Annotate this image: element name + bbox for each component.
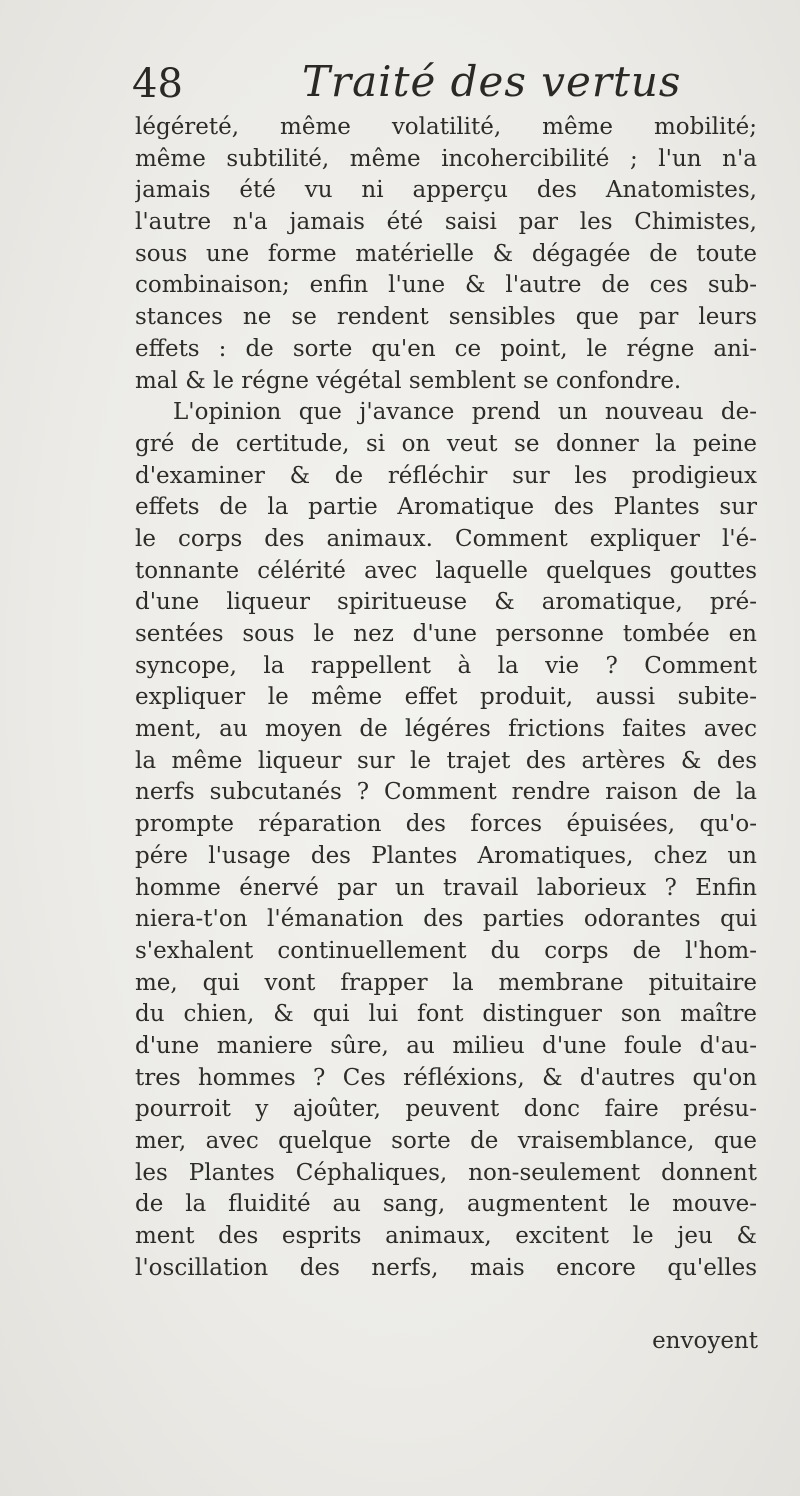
text-line: de la fluidité au sang, augmentent le mouve- — [135, 1191, 757, 1218]
text-line: d'examiner & de réfléchir sur les prodigieux — [135, 462, 757, 489]
text-line: effets de la partie Aromatique des Plantes sur — [135, 494, 757, 521]
text-line: tres hommes ? Ces réfléxions, & d'autres qu'on — [135, 1064, 757, 1091]
page-number: 48 — [132, 61, 183, 107]
text-line: même subtilité, même incohercibilité ; l'un n'a — [135, 145, 757, 172]
text-line: jamais été vu ni apperçu des Anatomistes, — [135, 177, 757, 204]
text-line: du chien, & qui lui font distinguer son maître — [135, 1001, 757, 1028]
text-line: combinaison; enfin l'une & l'autre de ces sub- — [135, 272, 757, 299]
text-line: me, qui vont frapper la membrane pituitaire — [135, 969, 757, 996]
text-line: légéreté, même volatilité, même mobilité; — [135, 114, 757, 140]
running-head: Traité des vertus — [302, 57, 682, 106]
text-line: sous une forme matérielle & dégagée de toute — [135, 240, 757, 267]
text-line: pére l'usage des Plantes Aromatiques, chez un — [135, 842, 757, 869]
text-line: les Plantes Céphaliques, non-seulement donnent — [135, 1159, 757, 1186]
catchword: envoyent — [652, 1328, 758, 1354]
text-line: pourroit y ajoûter, peuvent donc faire présu- — [135, 1096, 757, 1123]
text-line: prompte réparation des forces épuisées, qu'o- — [135, 811, 757, 838]
text-line: L'opinion que j'avance prend un nouveau de- — [173, 399, 757, 426]
text-line: ment des esprits animaux, excitent le jeu & — [135, 1223, 757, 1250]
text-line: effets : de sorte qu'en ce point, le régne ani- — [135, 335, 757, 362]
text-line: stances ne se rendent sensibles que par leurs — [135, 304, 757, 331]
text-line: tonnante célérité avec laquelle quelques gouttes — [135, 557, 757, 584]
text-line: la même liqueur sur le trajet des artères & des — [135, 747, 757, 774]
text-line: d'une maniere sûre, au milieu d'une foule d'au- — [135, 1032, 757, 1059]
text-line: sentées sous le nez d'une personne tombée en — [135, 621, 757, 647]
text-line: s'exhalent continuellement du corps de l'hom- — [135, 937, 757, 964]
page-header — [132, 56, 772, 112]
text-line: homme énervé par un travail laborieux ? Enfin — [135, 874, 757, 901]
text-line: mer, avec quelque sorte de vraisemblance, que — [135, 1128, 757, 1154]
text-line: mal & le régne végétal semblent se confondre. — [135, 367, 682, 394]
text-line: l'oscillation des nerfs, mais encore qu'elles — [135, 1254, 757, 1281]
body-text — [135, 112, 757, 1284]
text-line: le corps des animaux. Comment expliquer l'é- — [135, 525, 757, 552]
text-line: expliquer le même effet produit, aussi subite- — [135, 684, 757, 711]
text-line: d'une liqueur spiritueuse & aromatique, pré- — [135, 589, 757, 616]
text-line: ment, au moyen de légéres frictions faites avec — [135, 716, 757, 743]
text-line: l'autre n'a jamais été saisi par les Chimistes, — [135, 209, 757, 236]
text-line: syncope, la rappellent à la vie ? Comment — [135, 652, 757, 679]
text-line: gré de certitude, si on veut se donner la peine — [135, 430, 757, 457]
text-line: nerfs subcutanés ? Comment rendre raison de la — [135, 779, 757, 806]
text-line: niera-t'on l'émanation des parties odorantes qui — [135, 906, 757, 933]
